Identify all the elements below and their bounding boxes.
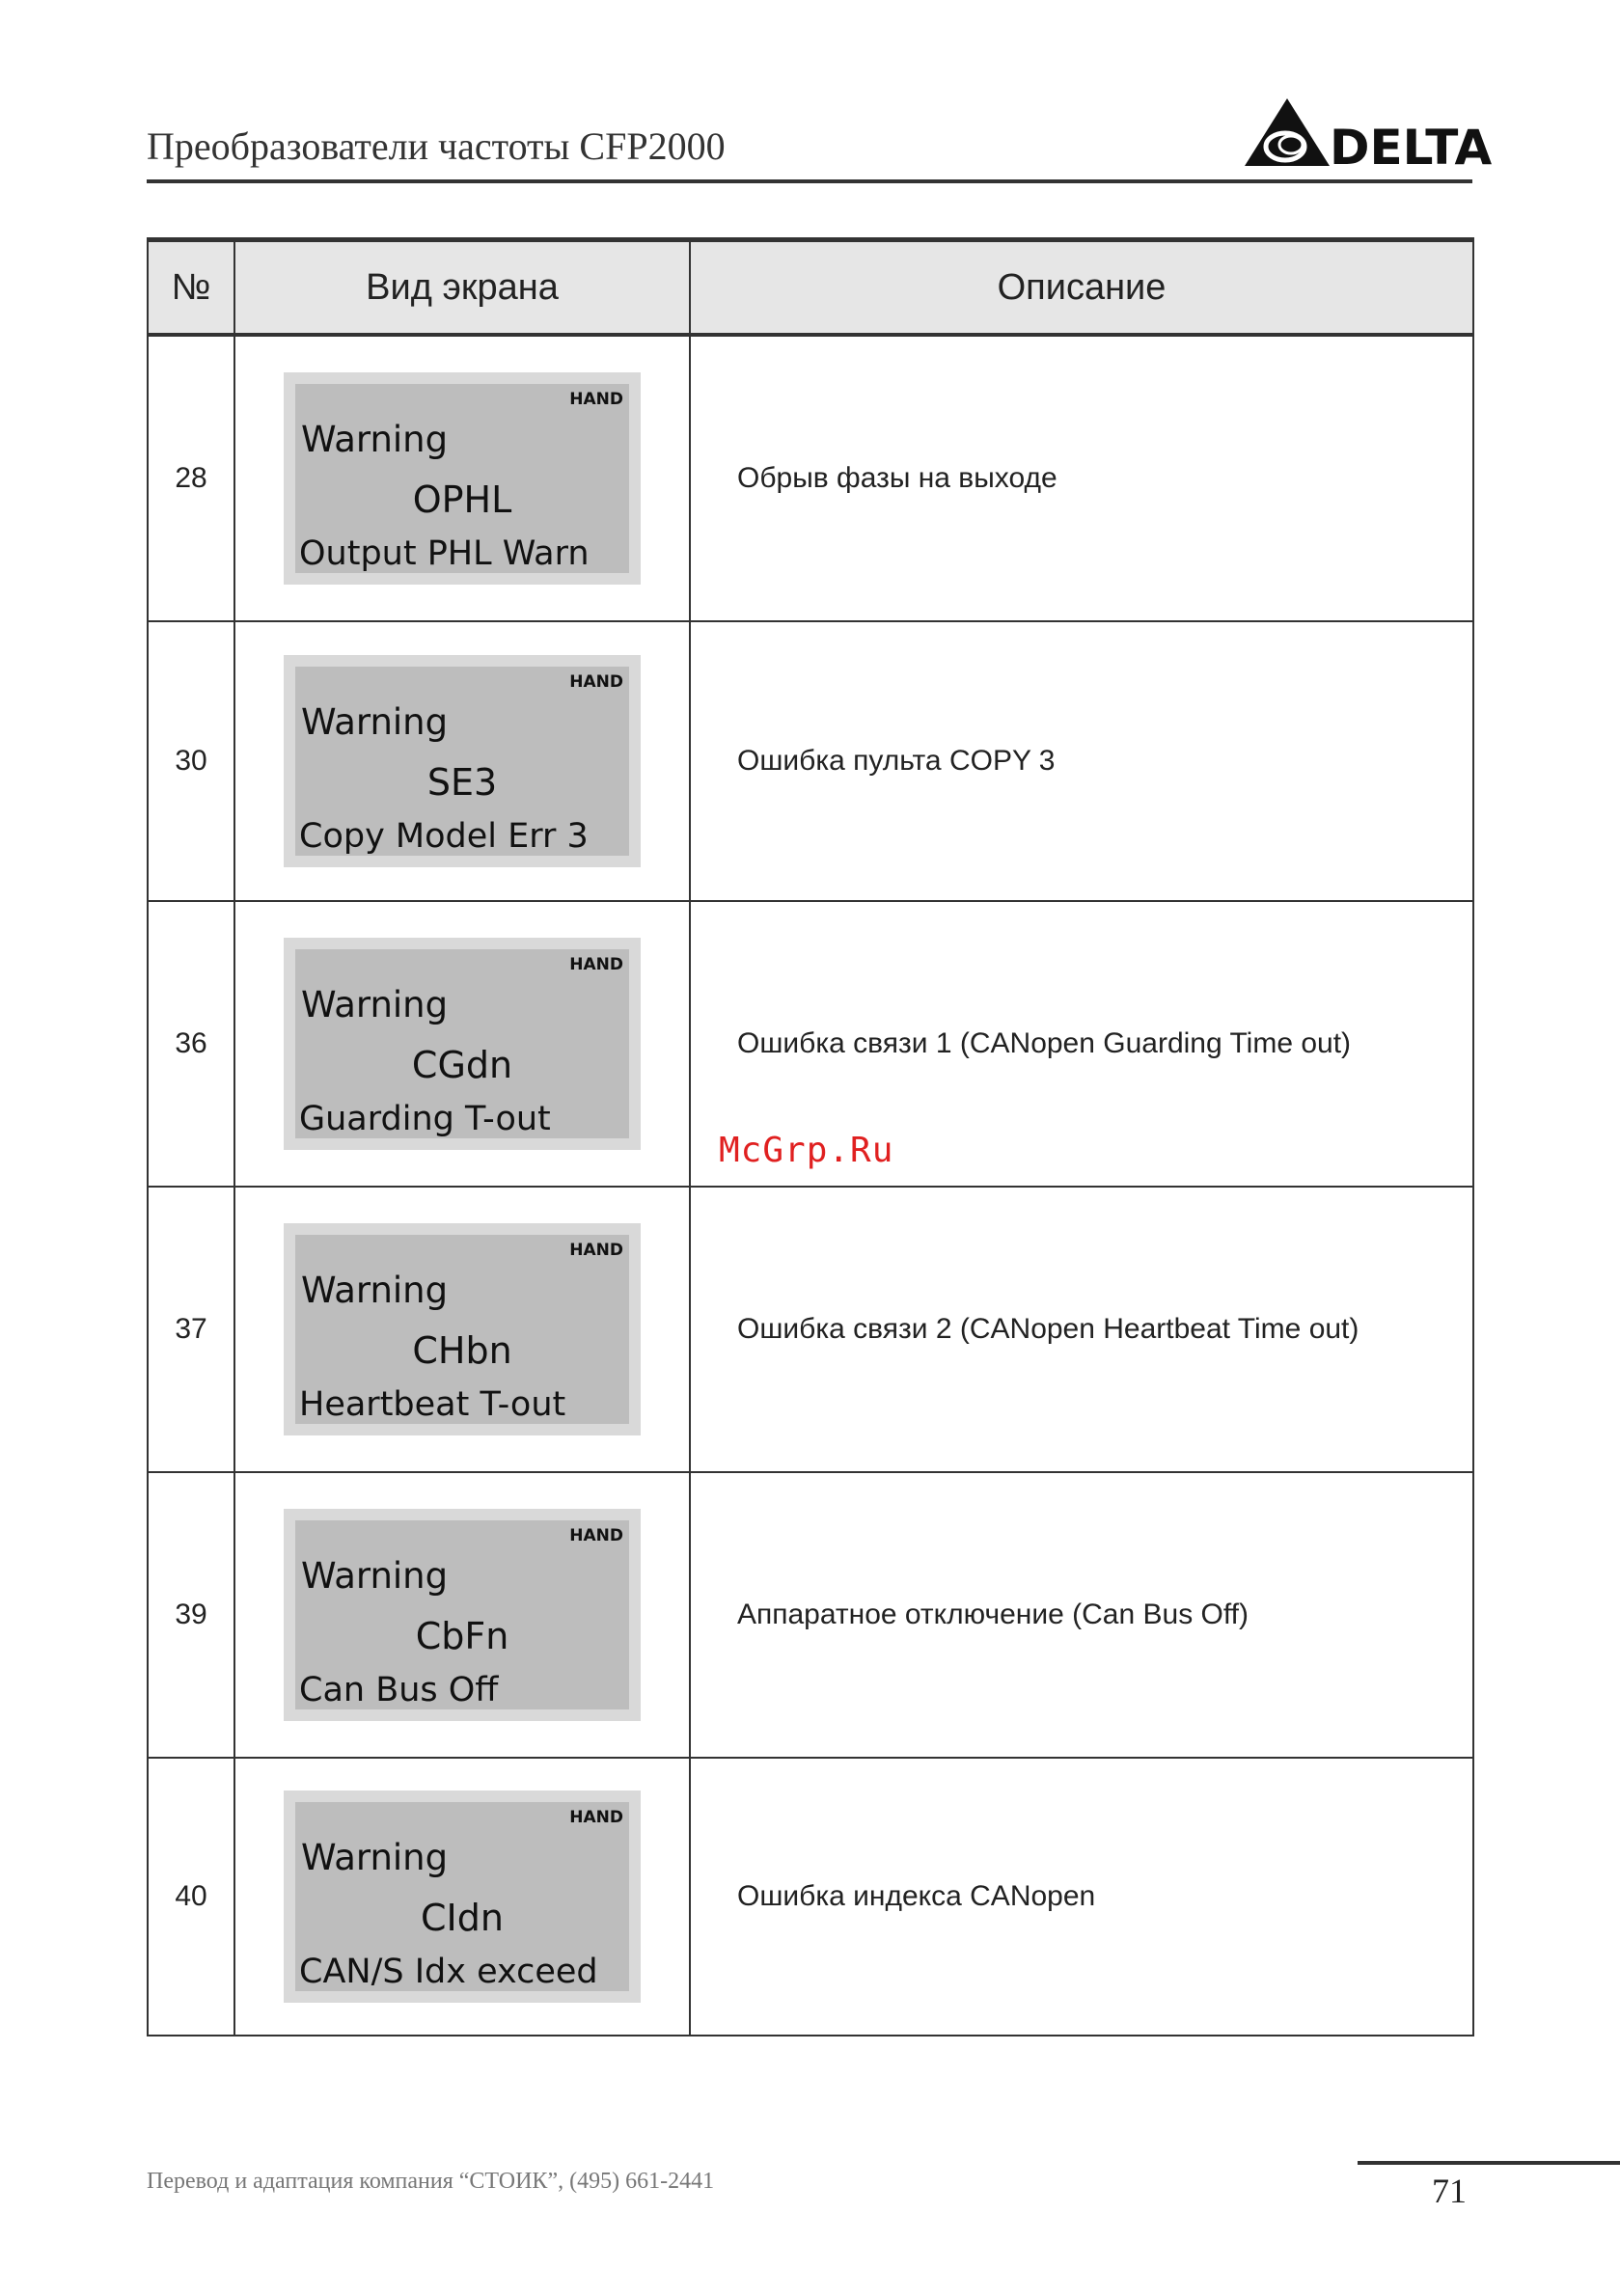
lcd-warning-label: Warning — [301, 419, 449, 460]
table-row — [148, 1758, 1473, 2036]
row-description: Ошибка пульта COPY 3 — [690, 621, 1473, 901]
row-description: Ошибка индекса CANopen — [690, 1758, 1473, 2036]
lcd-mode-label: HAND — [569, 1526, 623, 1545]
lcd-warning-label: Warning — [301, 984, 449, 1025]
footer-credit: Перевод и адаптация компания “СТОИК”, (495) 661-2441 — [147, 2169, 715, 2194]
lcd-warning-message: Guarding T-out — [299, 1100, 551, 1138]
column-header-screen: Вид экрана — [234, 240, 690, 336]
screen-cell — [234, 901, 690, 1187]
lcd-screen — [295, 667, 629, 856]
table-row — [148, 335, 1473, 621]
lcd-warning-code: CIdn — [421, 1897, 504, 1939]
lcd-display — [284, 1509, 641, 1721]
lcd-display — [284, 1790, 641, 2003]
screen-cell — [234, 621, 690, 901]
header-rule — [147, 179, 1472, 183]
lcd-warning-code: CGdn — [411, 1044, 513, 1086]
row-description: Ошибка связи 1 (CANopen Guarding Time out) — [690, 901, 1473, 1187]
document-title: Преобразователи частоты CFP2000 — [147, 124, 726, 168]
row-description: Ошибка связи 2 (CANopen Heartbeat Time out) — [690, 1187, 1473, 1472]
lcd-warning-message: CAN/S Idx exceed — [299, 1953, 598, 1991]
lcd-display — [284, 655, 641, 867]
delta-logo — [1245, 95, 1493, 176]
lcd-display — [284, 938, 641, 1150]
column-header-description: Описание — [690, 240, 1473, 336]
row-number: 30 — [148, 621, 234, 901]
screen-cell — [234, 1187, 690, 1472]
lcd-screen — [295, 1235, 629, 1424]
row-description: Аппаратное отключение (Can Bus Off) — [690, 1472, 1473, 1758]
lcd-warning-message: Output PHL Warn — [299, 534, 590, 573]
row-number: 37 — [148, 1187, 234, 1472]
screen-cell — [234, 335, 690, 621]
lcd-screen — [295, 1802, 629, 1991]
lcd-mode-label: HAND — [569, 1808, 623, 1827]
lcd-warning-code: CHbn — [412, 1329, 512, 1372]
lcd-warning-message: Copy Model Err 3 — [299, 817, 589, 856]
row-description: Обрыв фазы на выходе — [690, 335, 1473, 621]
column-header-number: № — [148, 240, 234, 336]
lcd-warning-label: Warning — [301, 1555, 449, 1597]
page-number: 71 — [1432, 2172, 1467, 2210]
lcd-mode-label: HAND — [569, 390, 623, 409]
row-number: 39 — [148, 1472, 234, 1758]
lcd-display — [284, 372, 641, 585]
table-row — [148, 1472, 1473, 1758]
lcd-warning-code: CbFn — [415, 1615, 509, 1657]
table-header-row — [148, 240, 1473, 336]
lcd-warning-label: Warning — [301, 701, 449, 743]
lcd-screen — [295, 1520, 629, 1709]
lcd-mode-label: HAND — [569, 672, 623, 692]
lcd-warning-message: Heartbeat T-out — [299, 1385, 566, 1424]
row-number: 36 — [148, 901, 234, 1187]
row-number: 28 — [148, 335, 234, 621]
lcd-warning-label: Warning — [301, 1270, 449, 1311]
lcd-mode-label: HAND — [569, 955, 623, 974]
table-row — [148, 1187, 1473, 1472]
lcd-warning-message: Can Bus Off — [299, 1671, 499, 1709]
screen-cell — [234, 1758, 690, 2036]
lcd-warning-code: OPHL — [412, 478, 512, 521]
watermark: McGrp.Ru — [719, 1131, 894, 1170]
row-number: 40 — [148, 1758, 234, 2036]
logo-text: DELTA — [1330, 120, 1493, 176]
screen-cell — [234, 1472, 690, 1758]
lcd-display — [284, 1223, 641, 1435]
lcd-mode-label: HAND — [569, 1241, 623, 1260]
lcd-screen — [295, 949, 629, 1138]
lcd-warning-label: Warning — [301, 1837, 449, 1878]
table-row — [148, 621, 1473, 901]
footer-rule — [1358, 2161, 1620, 2165]
lcd-screen — [295, 384, 629, 573]
lcd-warning-code: SE3 — [426, 761, 498, 804]
delta-triangle-icon — [1245, 95, 1493, 176]
